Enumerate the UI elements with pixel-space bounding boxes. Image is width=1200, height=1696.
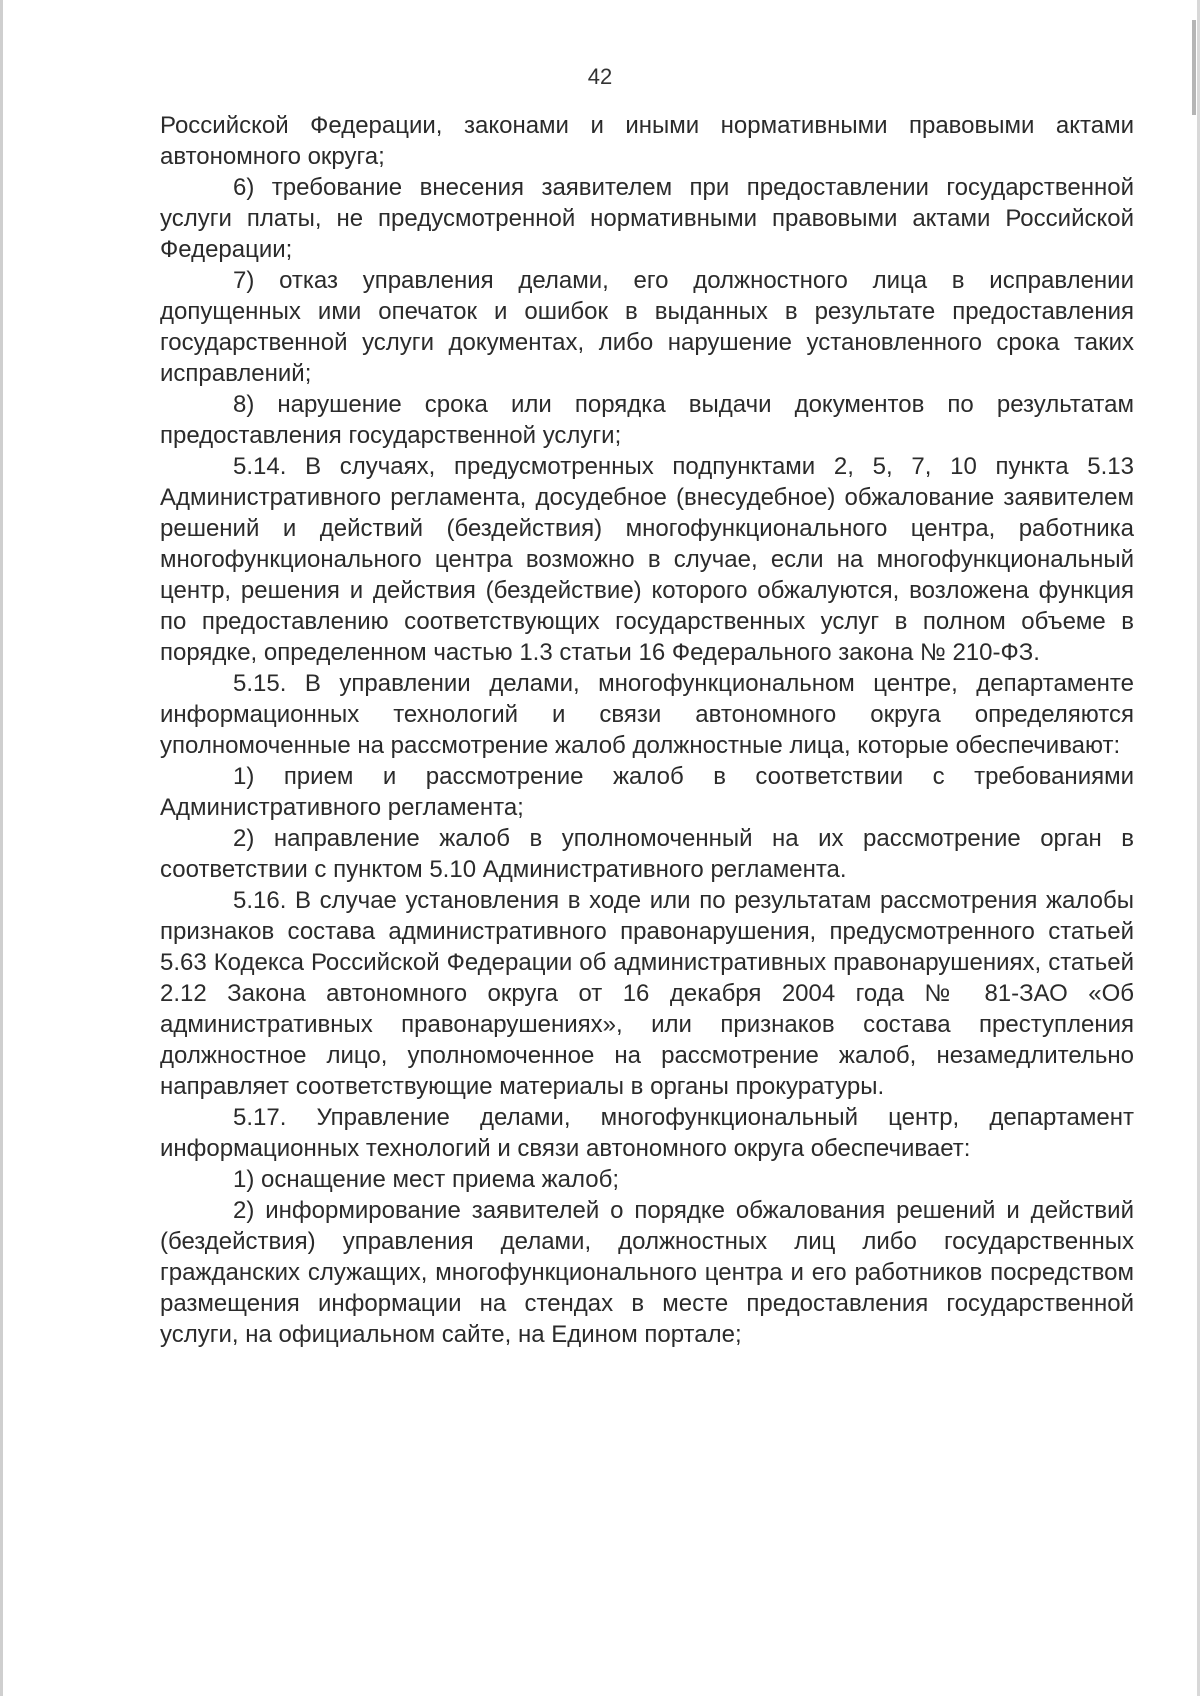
- page-number: 42: [587, 64, 613, 89]
- paragraph-5-17-item-1: 1) оснащение мест приема жалоб;: [233, 1166, 620, 1193]
- paragraph-continuation: Российской Федерации, законами и иными нормативными правовыми актами автономного округа;: [160, 112, 1134, 170]
- paragraph-5-16: 5.16. В случае установления в ходе или по результатам рассмотрения жалобы признаков состава административного правонарушения, предусмотренного статьей 5.63 Кодекса Российской Федерации об административных правонарушениях, статьей 2.12 Закона автономного округа от 16 декабря 2004 года № 81-ЗАО «Об административных правонарушениях», или признаков состава преступления должностное лицо, уполномоченное на рассмотрение жалоб, незамедлительно направляет соответствующие материалы в органы прокуратуры.: [160, 887, 1134, 1100]
- document-body: [160, 110, 1134, 1350]
- paragraph-item-8: 8) нарушение срока или порядка выдачи документов по результатам предоставления государственной услуги;: [160, 391, 1134, 449]
- paragraph-5-17: 5.17. Управление делами, многофункциональный центр, департамент информационных технологий и связи автономного округа обеспечивает:: [160, 1104, 1134, 1162]
- paragraph-item-7: 7) отказ управления делами, его должностного лица в исправлении допущенных ими опечаток и ошибок в выданных в результате предоставления государственной услуги документах, либо нарушение установленного срока таких исправлений;: [160, 267, 1134, 387]
- paragraph-5-15-item-2: 2) направление жалоб в уполномоченный на их рассмотрение орган в соответствии с пунктом 5.10 Административного регламента.: [160, 825, 1134, 883]
- scan-left-edge: [0, 0, 3, 1696]
- paragraph-item-6: 6) требование внесения заявителем при предоставлении государственной услуги платы, не предусмотренной нормативными правовыми актами Российской Федерации;: [160, 174, 1134, 263]
- paragraph-5-15-item-1: 1) прием и рассмотрение жалоб в соответствии с требованиями Административного регламента;: [160, 763, 1134, 821]
- paragraph-5-15: 5.15. В управлении делами, многофункциональном центре, департаменте информационных технологий и связи автономного округа определяются уполномоченные на рассмотрение жалоб должностные лица, которые обеспечивают:: [160, 670, 1134, 759]
- paragraph-5-14: 5.14. В случаях, предусмотренных подпунктами 2, 5, 7, 10 пункта 5.13 Административного регламента, досудебное (внесудебное) обжалование заявителем решений и действий (бездействия) многофункционального центра, работника многофункционального центра возможно в случае, если на многофункциональный центр, решения и действия (бездействие) которого обжалуются, возложена функция по предоставлению соответствующих государственных услуг в полном объеме в порядке, определенном частью 1.3 статьи 16 Федерального закона № 210-ФЗ.: [160, 453, 1134, 666]
- paragraph-5-17-item-2: 2) информирование заявителей о порядке обжалования решений и действий (бездействия) управления делами, должностных лиц либо государственных гражданских служащих, многофункционального центра и его работников посредством размещения информации на стендах в месте предоставления государственной услуги, на официальном сайте, на Едином портале;: [160, 1197, 1134, 1348]
